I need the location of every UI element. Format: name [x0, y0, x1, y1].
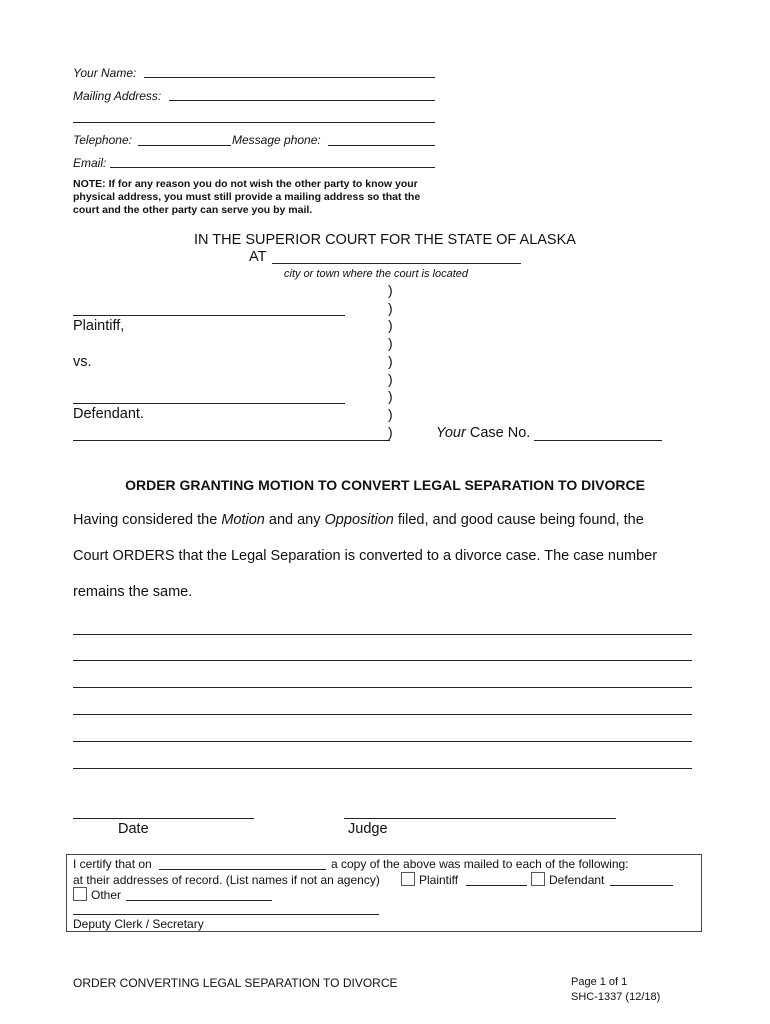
order-blank-line-6[interactable]	[73, 768, 692, 769]
court-location-hint: city or town where the court is located	[284, 268, 469, 280]
certify-date-input-line[interactable]	[159, 869, 326, 870]
address-note: NOTE: If for any reason you do not wish the other party to know your physical address, you must still provide a mailing address so that the court and the other party can serve you by mail.	[73, 178, 421, 216]
date-signature-line[interactable]	[73, 818, 254, 819]
judge-label: Judge	[348, 821, 388, 837]
certify-end-label: a copy of the above was mailed to each of the following:	[331, 857, 629, 871]
plaintiff-option-label: Plaintiff	[419, 873, 459, 887]
defendant-option-label: Defendant	[549, 873, 605, 887]
name-label: Your Name:	[73, 66, 137, 80]
message-phone-input-line[interactable]	[328, 145, 435, 146]
order-heading: ORDER GRANTING MOTION TO CONVERT LEGAL SEPARATION TO DIVORCE	[125, 477, 645, 493]
defendant-name-blank[interactable]	[610, 885, 673, 886]
order-body-line-2: Court ORDERS that the Legal Separation is converted to a divorce case. The case number	[73, 548, 658, 564]
other-checkbox[interactable]	[73, 887, 87, 901]
telephone-input-line[interactable]	[138, 145, 231, 146]
plaintiff-name-blank[interactable]	[466, 885, 527, 886]
date-label: Date	[118, 821, 149, 837]
email-label: Email:	[73, 156, 107, 170]
footer-page-number: Page 1 of 1	[571, 976, 628, 988]
order-blank-line-4[interactable]	[73, 714, 692, 715]
footer-form-title: ORDER CONVERTING LEGAL SEPARATION TO DIVORCE	[73, 976, 398, 990]
message-phone-label: Message phone:	[232, 133, 321, 147]
order-body-line-1	[73, 512, 644, 528]
order-body-text-a: Having considered the	[73, 512, 222, 528]
telephone-label: Telephone:	[73, 133, 132, 147]
certify-line-2: at their addresses of record. (List names if not an agency)	[73, 873, 380, 887]
case-number-label	[436, 425, 530, 441]
certify-start-label: I certify that on	[73, 857, 152, 871]
name-input-line[interactable]	[144, 77, 435, 78]
caption-parentheses: ) ) ) ) ) ) ) ) )	[388, 282, 393, 440]
order-body-text-c: filed, and good cause being found, the	[393, 512, 644, 528]
plaintiff-label: Plaintiff,	[73, 318, 125, 334]
judge-signature-line[interactable]	[344, 818, 616, 819]
clerk-signature-line[interactable]	[73, 914, 379, 915]
order-blank-line-1[interactable]	[73, 634, 692, 635]
order-blank-line-3[interactable]	[73, 687, 692, 688]
plaintiff-checkbox[interactable]	[401, 872, 415, 886]
other-name-blank[interactable]	[126, 900, 272, 901]
defendant-label: Defendant.	[73, 406, 144, 422]
court-at-label: AT	[249, 249, 267, 265]
order-body-opposition: Opposition	[324, 512, 394, 528]
defendant-checkbox[interactable]	[531, 872, 545, 886]
case-number-input-line[interactable]	[534, 440, 662, 441]
order-body-text-b: and any	[264, 512, 325, 528]
defendant-option[interactable]	[531, 872, 604, 887]
court-location-input-line[interactable]	[272, 263, 521, 264]
mailing-address-label: Mailing Address:	[73, 89, 162, 103]
plaintiff-name-line[interactable]	[73, 315, 345, 316]
order-body-line-3: remains the same.	[73, 584, 193, 600]
case-your-label: Your	[436, 425, 466, 441]
order-body-motion: Motion	[221, 512, 265, 528]
mailing-address-input-line[interactable]	[169, 100, 435, 101]
mailing-address-input-line-2[interactable]	[73, 122, 435, 123]
defendant-name-line[interactable]	[73, 403, 345, 404]
case-no-label: Case No.	[469, 425, 531, 441]
other-option-label: Other	[91, 888, 122, 902]
other-option[interactable]	[73, 887, 121, 902]
clerk-label: Deputy Clerk / Secretary	[73, 917, 204, 931]
order-blank-line-5[interactable]	[73, 741, 692, 742]
caption-bottom-line	[73, 440, 390, 441]
plaintiff-option[interactable]	[401, 872, 458, 887]
vs-label: vs.	[73, 354, 92, 370]
court-title: IN THE SUPERIOR COURT FOR THE STATE OF ALASKA	[194, 232, 576, 248]
order-blank-line-2[interactable]	[73, 660, 692, 661]
email-input-line[interactable]	[110, 167, 435, 168]
footer-form-code: SHC-1337 (12/18)	[571, 991, 661, 1003]
